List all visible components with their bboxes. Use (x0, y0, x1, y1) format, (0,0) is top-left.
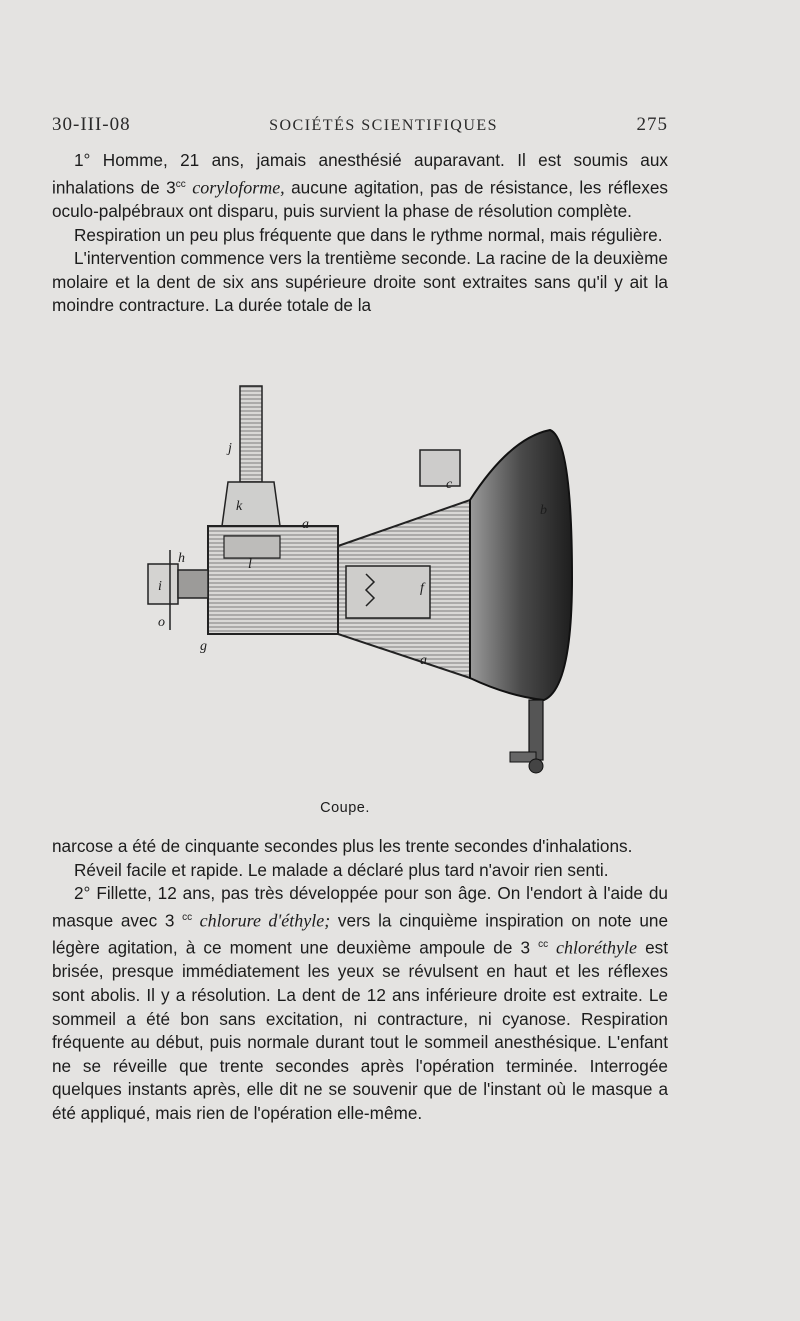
label-a-top: a (302, 517, 309, 532)
tube-j (240, 386, 262, 482)
label-b: b (540, 503, 547, 518)
valve-f (346, 566, 430, 618)
paragraph-reveil: Réveil facile et rapide. Le malade a déclaré plus tard n'avoir rien senti. (74, 859, 609, 880)
paragraph-narcose: narcose a été de cinquante secondes plus les trente secondes d'inhalations. (52, 836, 633, 856)
label-c: c (446, 477, 453, 492)
label-l: l (248, 557, 252, 572)
apparatus-section-figure (140, 378, 600, 798)
bottom-text (52, 835, 668, 1126)
drain-tap (529, 700, 543, 760)
label-h: h (178, 551, 185, 566)
paragraph-respiration: Respiration un peu plus fréquente que dans le rythme normal, mais régulière. (74, 224, 663, 245)
top-text (52, 149, 668, 318)
label-f: f (420, 581, 424, 596)
label-k: k (236, 499, 243, 514)
label-o: o (158, 615, 165, 630)
side-fitting (148, 564, 178, 604)
valve-k (222, 482, 280, 526)
fitting-c (420, 450, 460, 486)
header-title: SOCIÉTÉS SCIENTIFIQUES (269, 117, 499, 134)
label-a-bottom: a (420, 653, 427, 668)
paragraph-case-2: 2° Fillette, 12 ans, pas très développée pour son âge. On l'endort à l'aide du masque avec 3 $^{cc}$ chlorure d'éthyle; vers la cinquième inspiration on note une légère agitation, à ce moment une deuxième ampoule de 3 $^{cc}$ chloréthyle est brisée, presque immédiatement les yeux se révulsent en haut et les réflexes sont abolis. Il y a résolution. La dent de 12 ans inférieure droite est extraite. Le sommeil a été bon sans excitation, ni contracture, ni cyanose. Respiration fréquente au début, puis normale durant tout le sommeil anesthésique. L'enfant ne se réveille que trente secondes après l'opération terminée. Interrogée quelques instants après, elle dit ne se souvenir que de l'instant où le masque a été appliqué, mais rien de l'opération elle-même. (52, 883, 668, 1123)
mask-bell (470, 430, 572, 700)
label-i: i (158, 579, 162, 594)
header-date: 30-III-08 (52, 114, 131, 135)
label-j: j (228, 441, 232, 456)
running-head (52, 114, 668, 136)
figure-caption: Coupe. (320, 800, 370, 816)
paragraph-case-1: 1° Homme, 21 ans, jamais anesthésié auparavant. Il est soumis aux inhalations de $3^{cc}$ coryloforme, aucune agitation, pas de résistance, les réflexes oculo-palpébraux ont disparu, puis survient la phase de résolution complète. (52, 150, 669, 221)
paragraph-intervention: L'intervention commence vers la trentième seconde. La racine de la deuxième molaire et la dent de six ans supérieure droite sont extraites sans qu'il y ait la moindre contracture. La durée totale de la (52, 248, 668, 316)
page-number: 275 (636, 114, 668, 135)
label-g: g (200, 639, 207, 654)
